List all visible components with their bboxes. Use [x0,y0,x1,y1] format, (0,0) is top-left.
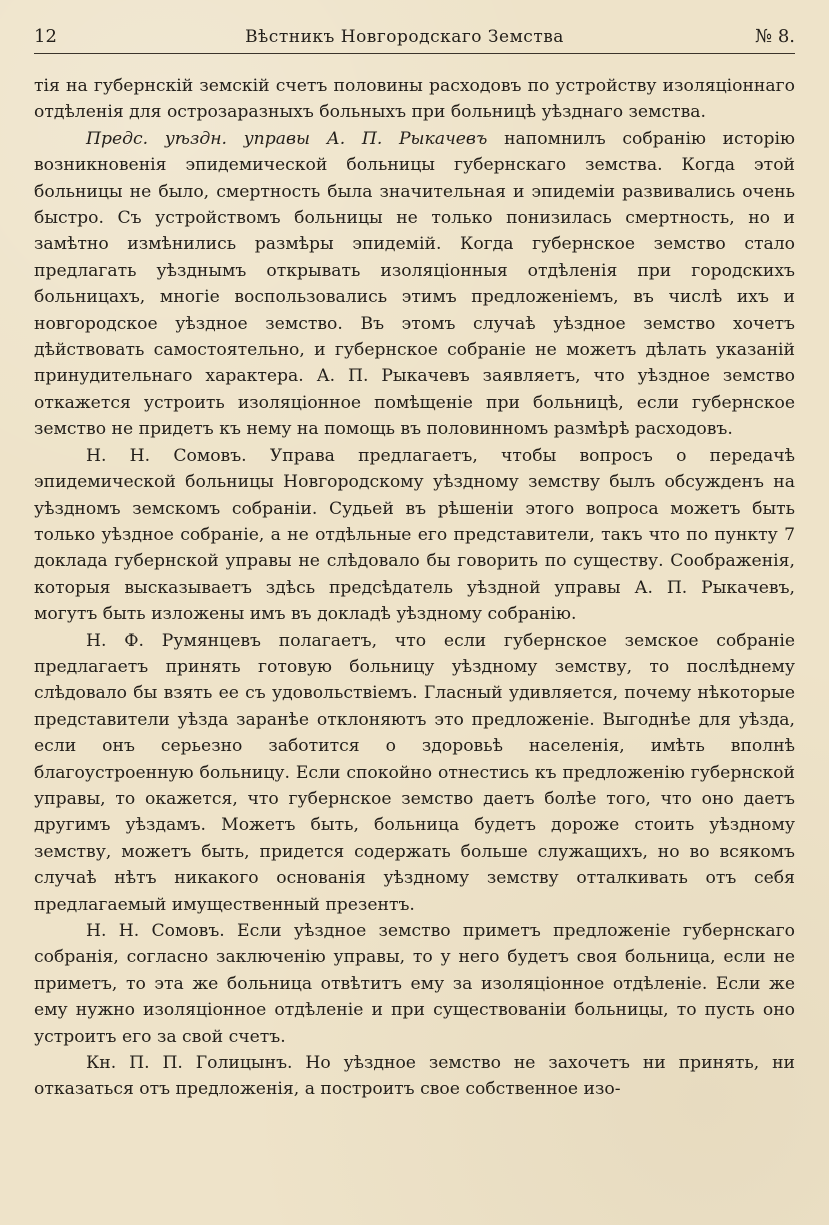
paragraph-5 [34,918,795,1050]
paragraph-1-text: тія на губернскій земскій счетъ половины расходовъ по устройству изоляціоннаго отдѣленія для острозаразныхъ больныхъ при больницѣ уѣзднаго земства. [34,76,795,123]
paragraph-2-speaker: Предс. уѣздн. управы А. П. Рыкачевъ [86,128,488,149]
paragraph-6-text: Кн. П. П. Голицынъ. Но уѣздное земство не захочетъ ни принять, ни отказаться отъ предложенія, а построитъ свое собственное изо- [34,1053,795,1100]
running-header [34,26,795,50]
paragraph-2-text: напомнилъ собранію исторію возникновенія эпидемической больницы губернскаго земства. Когда этой больницы не было, смертность была значительная и эпидеміи развивались очень быстро. Съ устройствомъ больницы не только понизилась смертность, но и замѣтно измѣнились размѣры эпидемій. Когда губернское земство стало предлагать уѣзднымъ открывать изоляціонныя отдѣленія при городскихъ больницахъ, многіе воспользовались этимъ предложеніемъ, въ числѣ ихъ и новгородское уѣздное земство. Въ этомъ случаѣ уѣздное земство хочетъ дѣйствовать самостоятельно, и губернское собраніе не можетъ дѣлать указаній принудительнаго характера. А. П. Рыкачевъ заявляетъ, что уѣздное земство откажется устроить изоляціонное помѣщеніе при больницѣ, если губернское земство не придетъ къ нему на помощь въ половинномъ размѣрѣ расходовъ. [34,128,795,440]
paragraph-1 [34,73,795,126]
paragraph-4 [34,628,795,918]
paragraph-5-text: Н. Н. Сомовъ. Если уѣздное земство приметъ предложеніе губернскаго собранія, согласно заключенію управы, то у него будетъ своя больница, если не приметъ, то эта же больница отвѣтитъ ему за изоляціонное отдѣленіе. Если же ему нужно изоляціонное отдѣленіе и при существованіи больницы, то пусть оно устроитъ его за свой счетъ. [34,921,795,1047]
journal-title: Вѣстникъ Новгородскаго Земства [245,27,564,47]
header-rule [34,53,795,54]
issue-number: № 8. [755,26,795,47]
article-body [34,73,795,1103]
page-number: 12 [34,26,57,47]
paragraph-4-text: Н. Ф. Румянцевъ полагаетъ, что если губернское земское собраніе предлагаетъ принять готовую больницу уѣздному земству, то послѣднему слѣдовало бы взять ее съ удовольствіемъ. Гласный удивляется, почему нѣкоторые представители уѣзда заранѣе отклоняютъ это предложеніе. Выгоднѣе для уѣзда, если онъ серьезно заботится о здоровьѣ населенія, имѣть вполнѣ благоустроенную больницу. Если спокойно отнестись къ предложенію губернской управы, то окажется, что губернское земство даетъ болѣе того, что оно даетъ другимъ уѣздамъ. Можетъ быть, больница будетъ дороже стоить уѣздному земству, можетъ быть, придется содержать больше служащихъ, но во всякомъ случаѣ нѣтъ никакого основанія уѣздному земству отталкивать отъ себя предлагаемый имущественный презентъ. [34,630,795,915]
paragraph-6 [34,1050,795,1103]
paragraph-2 [34,126,795,443]
paragraph-3-text: Н. Н. Сомовъ. Управа предлагаетъ, чтобы вопросъ о передачѣ эпидемической больницы Новгородскому уѣздному земству былъ обсужденъ на уѣздномъ земскомъ собраніи. Судьей въ рѣшеніи этого вопроса можетъ быть только уѣздное собраніе, а не отдѣльные его представители, такъ что по пункту 7 доклада губернской управы не слѣдовало бы говорить по существу. Соображенія, которыя высказываетъ здѣсь предсѣдатель уѣздной управы А. П. Рыкачевъ, могутъ быть изложены имъ въ докладѣ уѣздному собранію. [34,445,795,625]
paragraph-3 [34,443,795,628]
